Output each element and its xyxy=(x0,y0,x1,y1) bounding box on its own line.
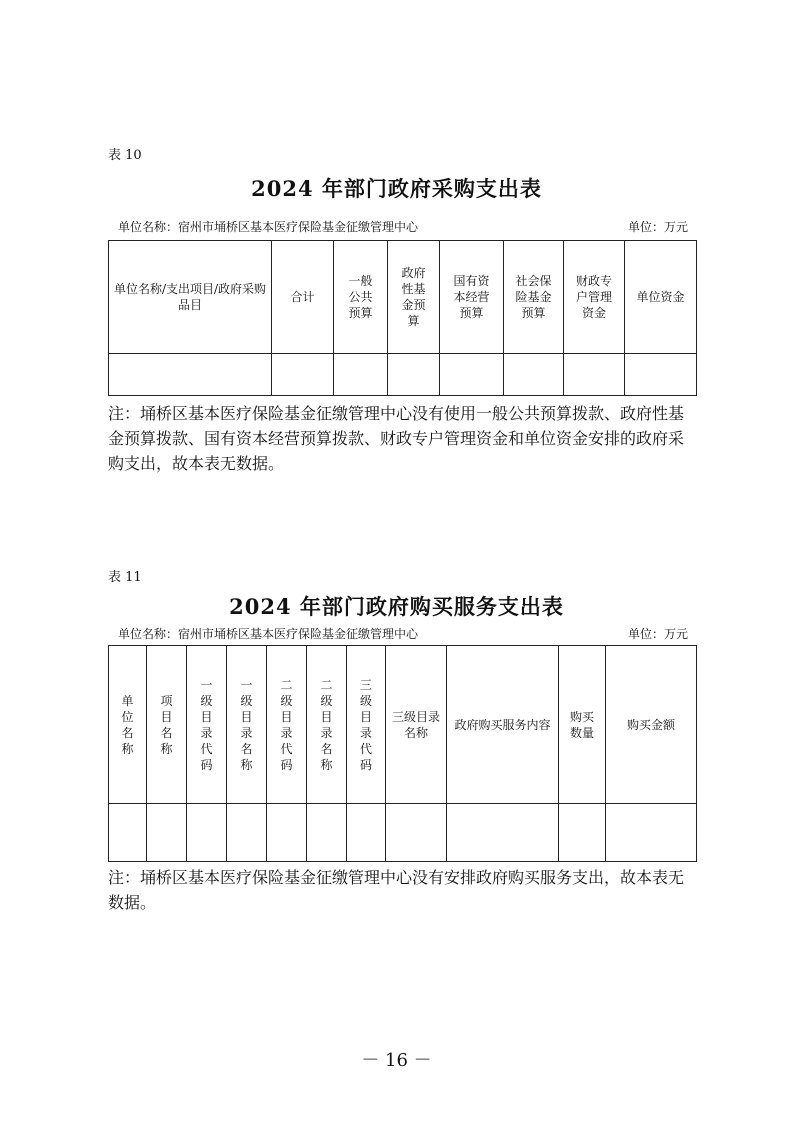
table11-header-cell: 三级目录代码 xyxy=(347,646,386,804)
table11-cell xyxy=(267,804,307,862)
table11-header-cell: 三级目录名称 xyxy=(386,646,447,804)
table11-cell xyxy=(227,804,267,862)
table10-cell xyxy=(334,354,388,396)
table10-cell xyxy=(625,354,697,396)
table11-cell xyxy=(109,804,147,862)
table11-header-cell: 购买数量 xyxy=(559,646,606,804)
table10-header-cell: 单位资金 xyxy=(625,241,697,354)
table11-header-cell: 单位名称 xyxy=(109,646,147,804)
table11-title: 2024 年部门政府购买服务支出表 xyxy=(229,594,564,619)
table11-header-cell: 政府购买服务内容 xyxy=(447,646,559,804)
table11-cell xyxy=(559,804,606,862)
table11-cell xyxy=(386,804,447,862)
table10-grid xyxy=(108,240,697,396)
table10-header-cell: 政府性基金预算 xyxy=(388,241,440,354)
table11-grid xyxy=(108,645,697,862)
table10-unit-name: 单位名称：宿州市埇桥区基本医疗保险基金征缴管理中心 xyxy=(118,220,419,234)
table11-cell xyxy=(347,804,386,862)
table11-cell xyxy=(307,804,347,862)
table10-cell xyxy=(388,354,440,396)
table10-cell xyxy=(272,354,334,396)
table11-cell xyxy=(187,804,227,862)
table11-header-cell: 项目名称 xyxy=(147,646,187,804)
table11-header-cell: 一级目录名称 xyxy=(227,646,267,804)
table11-header-cell: 二级目录代码 xyxy=(267,646,307,804)
table10-header-cell: 合计 xyxy=(272,241,334,354)
table10-header-row xyxy=(109,241,697,354)
table10-unit: 单位：万元 xyxy=(627,220,688,234)
table11-unit: 单位：万元 xyxy=(627,627,688,641)
table11-header-cell: 二级目录名称 xyxy=(307,646,347,804)
table10-header-cell: 社会保险基金预算 xyxy=(504,241,564,354)
page-number: － 16 － xyxy=(361,1050,432,1071)
table11-number: 表 11 xyxy=(108,570,142,585)
table10-header-cell: 一般公共预算 xyxy=(334,241,388,354)
table10-header-cell: 国有资本经营预算 xyxy=(440,241,504,354)
table10-number: 表 10 xyxy=(108,148,142,163)
table10-header-cell: 财政专户管理资金 xyxy=(564,241,625,354)
table10-note: 注：埇桥区基本医疗保险基金征缴管理中心没有使用一般公共预算拨款、政府性基金预算拨款、国有资本经营预算拨款、财政专户管理资金和单位资金安排的政府采购支出，故本表无数据。 xyxy=(108,404,685,473)
table11-header-row xyxy=(109,646,697,804)
table11-note: 注：埇桥区基本医疗保险基金征缴管理中心没有安排政府购买服务支出，故本表无数据。 xyxy=(108,868,685,912)
table11-header-cell: 一级目录代码 xyxy=(187,646,227,804)
table10-cell xyxy=(440,354,504,396)
table11-header-cell: 购买金额 xyxy=(606,646,697,804)
table11-cell xyxy=(606,804,697,862)
table11-unit-name: 单位名称：宿州市埇桥区基本医疗保险基金征缴管理中心 xyxy=(118,627,419,641)
table10-cell xyxy=(109,354,272,396)
table11-empty-row xyxy=(109,804,697,862)
table10-cell xyxy=(564,354,625,396)
table11-cell xyxy=(147,804,187,862)
table10-cell xyxy=(504,354,564,396)
table10-title: 2024 年部门政府采购支出表 xyxy=(251,176,542,201)
table10-empty-row xyxy=(109,354,697,396)
table11-cell xyxy=(447,804,559,862)
table10-header-cell: 单位名称/支出项目/政府采购品目 xyxy=(109,241,272,354)
